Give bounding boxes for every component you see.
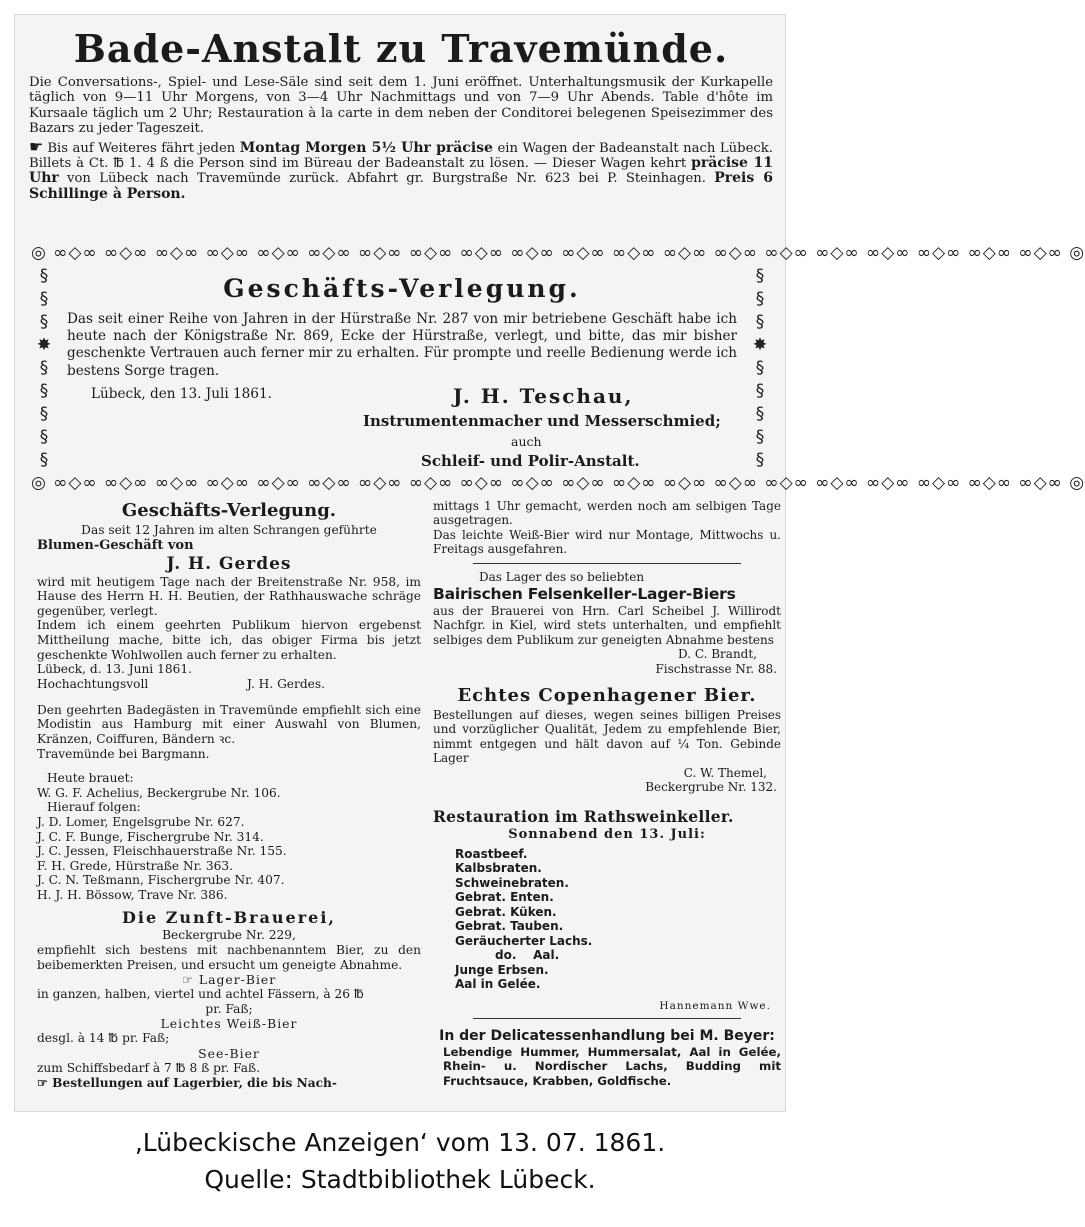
ad-felsenkeller-signer: D. C. Brandt, (678, 647, 757, 662)
ad-gerdes-intro: Das seit 12 Jahren im alten Schrangen geführte (81, 523, 377, 537)
ad-teschau-trade: Instrumentenmacher und Messerschmied; (363, 411, 721, 430)
list-item: J. C. F. Bunge, Fischergrube Nr. 314. (37, 829, 264, 844)
list-item: Junge Erbsen. (455, 962, 549, 977)
list-item: Roastbeef. (455, 846, 528, 861)
ad-delicatessen-text: Lebendige Hummer, Hummersalat, Aal in Gelée, Rhein- u. Nordischer Lachs, Budding mit Fruchtsauce, Krabben, Goldfische. (443, 1044, 781, 1088)
divider (473, 563, 741, 564)
ad-teschau-place-date: Lübeck, den 13. Juli 1861. (91, 385, 272, 402)
ad-bade-text-a: Bis auf Weiteres fährt jeden (47, 140, 236, 156)
ad-brauer-folgen-label: Hierauf folgen: (47, 800, 141, 815)
ad-felsenkeller-intro: Das Lager des so beliebten (479, 569, 645, 584)
ad-rathsweinkeller-signer: Hannemann Wwe. (659, 999, 771, 1012)
ad-gerdes-greeting: Hochachtungsvoll (37, 676, 149, 691)
ornament-border-left: § § § ✸ § § § § § (36, 266, 52, 470)
ad-teschau-body: Das seit einer Reihe von Jahren in der Hürstraße Nr. 287 von mir betriebene Geschäft habe ich heute nach der Königstraße Nr. 869, Ecke der Hürstraße, verlegt, und bitte, das mir bisher geschenkte Vertrauen auch ferner mir zu erhalten. Für prompte und reelle Bedienung werde ich bestens Sorge tragen. (67, 311, 737, 379)
ad-gerdes-body: wird mit heutigem Tage nach der Breitenstraße Nr. 958, im Hause des Herrn H. H. Beutien, der Rathhauswache schräge gegenüber, verlegt. (37, 574, 421, 618)
list-item: J. C. N. Teßmann, Fischergrube Nr. 407. (37, 873, 285, 888)
ornament-border-top: ◎ ∞◇∞ ∞◇∞ ∞◇∞ ∞◇∞ ∞◇∞ ∞◇∞ ∞◇∞ ∞◇∞ ∞◇∞ ∞◇∞ ∞◇∞ ∞◇∞ ∞◇∞ ∞◇∞ ∞◇∞ ∞◇∞ ∞◇∞ ∞◇∞ ∞◇∞ ∞◇∞ ◎ (31, 243, 1085, 263)
ad-zunft-weiss-head: Leichtes Weiß-Bier (160, 1016, 298, 1032)
ad-teschau-title: Geschäfts-Verlegung. (223, 274, 581, 303)
ornament-border-right: § § § ✸ § § § § § (752, 266, 768, 470)
ad-zunft-footer: ☞ Bestellungen auf Lagerbier, die bis Nach- (37, 1075, 337, 1090)
ad-bade-paragraph-1: Die Conversations-, Spiel- und Lese-Säle sind seit dem 1. Juni eröffnet. Unterhaltungsmusik der Kurkapelle täglich von 9—11 Uhr Morgens, von 3—4 Uhr Nachmittags und von 7—9 Uhr Abends. Table d'hôte im Kursaale täglich um 2 Uhr; Restauration à la carte in dem neben der Conditorei belegenen Speisezimmer des Bazars zu jeder Tageszeit. (29, 75, 773, 137)
ad-bade-title: Bade-Anstalt zu Travemünde. (73, 26, 729, 71)
ad-teschau-signature-block (67, 382, 737, 474)
ad-gerdes-name: J. H. Gerdes (166, 553, 292, 574)
ad-gerdes-greeting-row (37, 677, 421, 693)
ad-modistin-place: Travemünde bei Bargmann. (37, 746, 210, 761)
ad-delicatessen (433, 1027, 781, 1089)
newspaper-page-scan (14, 14, 1085, 1112)
ad-teschau-name: J. H. Teschau, (453, 383, 634, 408)
right-column (433, 499, 781, 1113)
ad-felsenkeller (433, 570, 781, 676)
ad-zunft-lager-row: in ganzen, halben, viertel und achtel Fässern, à 26 ℔ (37, 987, 364, 1002)
ad-brauer-list (37, 771, 421, 902)
ad-copenhagen-body: Bestellungen auf dieses, wegen seines billigen Preises und vorzüglicher Qualität, Jedem zu empfehlende Bier, nimmt entgegen und hält davon auf ¼ Ton. Gebinde Lager (433, 708, 781, 766)
ad-zunft-continued-text: mittags 1 Uhr gemacht, werden noch am selbigen Tage ausgetragen. (433, 499, 781, 528)
left-column (37, 499, 421, 1113)
ornament-border-bottom: ◎ ∞◇∞ ∞◇∞ ∞◇∞ ∞◇∞ ∞◇∞ ∞◇∞ ∞◇∞ ∞◇∞ ∞◇∞ ∞◇∞ ∞◇∞ ∞◇∞ ∞◇∞ ∞◇∞ ∞◇∞ ∞◇∞ ∞◇∞ ∞◇∞ ∞◇∞ ∞◇∞ ◎ (31, 473, 1085, 493)
ad-gerdes-signer: J. H. Gerdes. (247, 676, 325, 691)
list-item: F. H. Grede, Hürstraße Nr. 363. (37, 858, 234, 873)
caption-line-1: ‚Lübeckische Anzeigen‘ vom 13. 07. 1861. (134, 1128, 666, 1157)
ad-zunft-address: Beckergrube Nr. 229, (162, 928, 296, 943)
ad-zunft-see-row: zum Schiffsbedarf à 7 ℔ 8 ß pr. Faß. (37, 1061, 261, 1076)
ad-zunft-weiss-note: Das leichte Weiß-Bier wird nur Montage, Mittwochs u. Freitags ausgefahren. (433, 527, 781, 557)
ad-gerdes-date: Lübeck, d. 13. Juni 1861. (37, 662, 192, 677)
divider (473, 1018, 741, 1019)
ad-brauer-heute: W. G. F. Achelius, Beckergrube Nr. 106. (37, 785, 281, 800)
list-item: J. C. Jessen, Fleischhauerstraße Nr. 155. (37, 844, 287, 859)
ad-rathsweinkeller-menu (455, 847, 781, 992)
ad-copenhagen (433, 684, 781, 794)
ad-modistin (37, 703, 421, 761)
ad-felsenkeller-title: Bairischen Felsenkeller-Lager-Biers (433, 585, 736, 604)
ad-rathsweinkeller-date: Sonnabend den 13. Juli: (508, 826, 706, 842)
ad-copenhagen-address: Beckergrube Nr. 132. (645, 780, 777, 795)
ad-gerdes-title: Geschäfts-Verlegung. (121, 500, 337, 521)
ad-modistin-text: Den geehrten Badegästen in Travemünde empfiehlt sich eine Modistin aus Hamburg mit einer Auswahl von Blumen, Kränzen, Coiffuren, Bändern ꝛc. (37, 702, 421, 746)
ad-zunft-continued (433, 499, 781, 557)
list-item: Gebrat. Enten. (455, 890, 554, 904)
list-item: J. D. Lomer, Engelsgrube Nr. 627. (37, 814, 245, 829)
list-item: Schweinebraten. (455, 875, 569, 890)
ad-zunft-lager-row-b: pr. Faß; (205, 1001, 253, 1016)
ad-zunft-title: Die Zunft-Brauerei, (122, 908, 336, 928)
list-item: do. Aal. (495, 948, 560, 962)
ad-zunft-intro: empfiehlt sich bestens mit nachbenanntem Bier, zu den beibemerkten Preisen, und ersucht um geneigte Abnahme. (37, 943, 421, 972)
ad-rathsweinkeller-title: Restauration im Rathsweinkeller. (433, 806, 734, 826)
ad-teschau-framed (67, 271, 737, 474)
ad-bade-departure-time: Montag Morgen 5½ Uhr präcise (239, 139, 493, 156)
list-item: Gebrat. Küken. (455, 904, 557, 919)
list-item: Kalbsbraten. (455, 861, 542, 875)
ad-felsenkeller-address: Fischstrasse Nr. 88. (655, 661, 777, 676)
image-caption (0, 1124, 800, 1198)
ad-zunft-lager-head: ☞ Lager-Bier (181, 972, 277, 988)
ad-bade-text-e: von Lübeck nach Travemünde zurück. Abfahrt gr. Burgstraße Nr. 623 bei P. Steinhagen. (67, 171, 706, 187)
ad-bade-price: Preis 6 Schillinge à Person. (29, 170, 773, 202)
ad-gerdes-body-2: Indem ich einem geehrten Publikum hiervon ergebenst Mittheilung mache, bitte ich, das obiger Firma bis jetzt geschenkte Wohlwollen auch ferner zu erhalten. (37, 618, 421, 662)
list-item: Geräucherter Lachs. (455, 933, 593, 948)
list-item: Aal in Gelée. (455, 977, 541, 991)
ad-zunft-brauerei (37, 908, 421, 1090)
ad-zunft-see-head: See-Bier (198, 1046, 260, 1062)
ad-teschau-auch: auch (511, 433, 542, 449)
pointing-hand-icon: ☛ (29, 136, 44, 156)
ad-brauer-heute-label: Heute brauet: (47, 771, 134, 786)
ad-gerdes-subject: Blumen-Geschäft von (37, 537, 194, 553)
ad-zunft-weiss-row: desgl. à 14 ℔ pr. Faß; (37, 1031, 170, 1046)
ad-bade-paragraph-2 (29, 136, 773, 203)
ad-teschau-firm: Schleif- und Polir-Anstalt. (421, 451, 640, 470)
ad-copenhagen-title: Echtes Copenhagener Bier. (457, 685, 757, 707)
ad-bade-anstalt (29, 23, 773, 202)
list-item: H. J. H. Bössow, Trave Nr. 386. (37, 887, 228, 902)
ad-copenhagen-signer: C. W. Themel, (683, 765, 767, 780)
ad-delicatessen-title: In der Delicatessenhandlung bei M. Beyer: (439, 1027, 775, 1044)
list-item: Gebrat. Tauben. (455, 919, 564, 933)
ad-gerdes (37, 499, 421, 693)
ad-bade-text-c: ein Wagen der Badeanstalt nach Lübeck. Billets à Ct. ℔ 1. 4 ß die Person sind im Büreau der Badeanstalt zu lösen. — Dieser Wagen kehrt (29, 140, 773, 172)
ad-rathsweinkeller (433, 807, 781, 1012)
caption-line-2: Quelle: Stadtbibliothek Lübeck. (204, 1165, 596, 1194)
ad-bade-return-time: präcise 11 Uhr (29, 155, 773, 187)
ad-felsenkeller-body: aus der Brauerei von Hrn. Carl Scheibel J. Willirodt Nachfgr. in Kiel, wird stets unterhalten, und empfiehlt selbiges dem Publikum zur geneigten Abnahme bestens (433, 604, 781, 647)
